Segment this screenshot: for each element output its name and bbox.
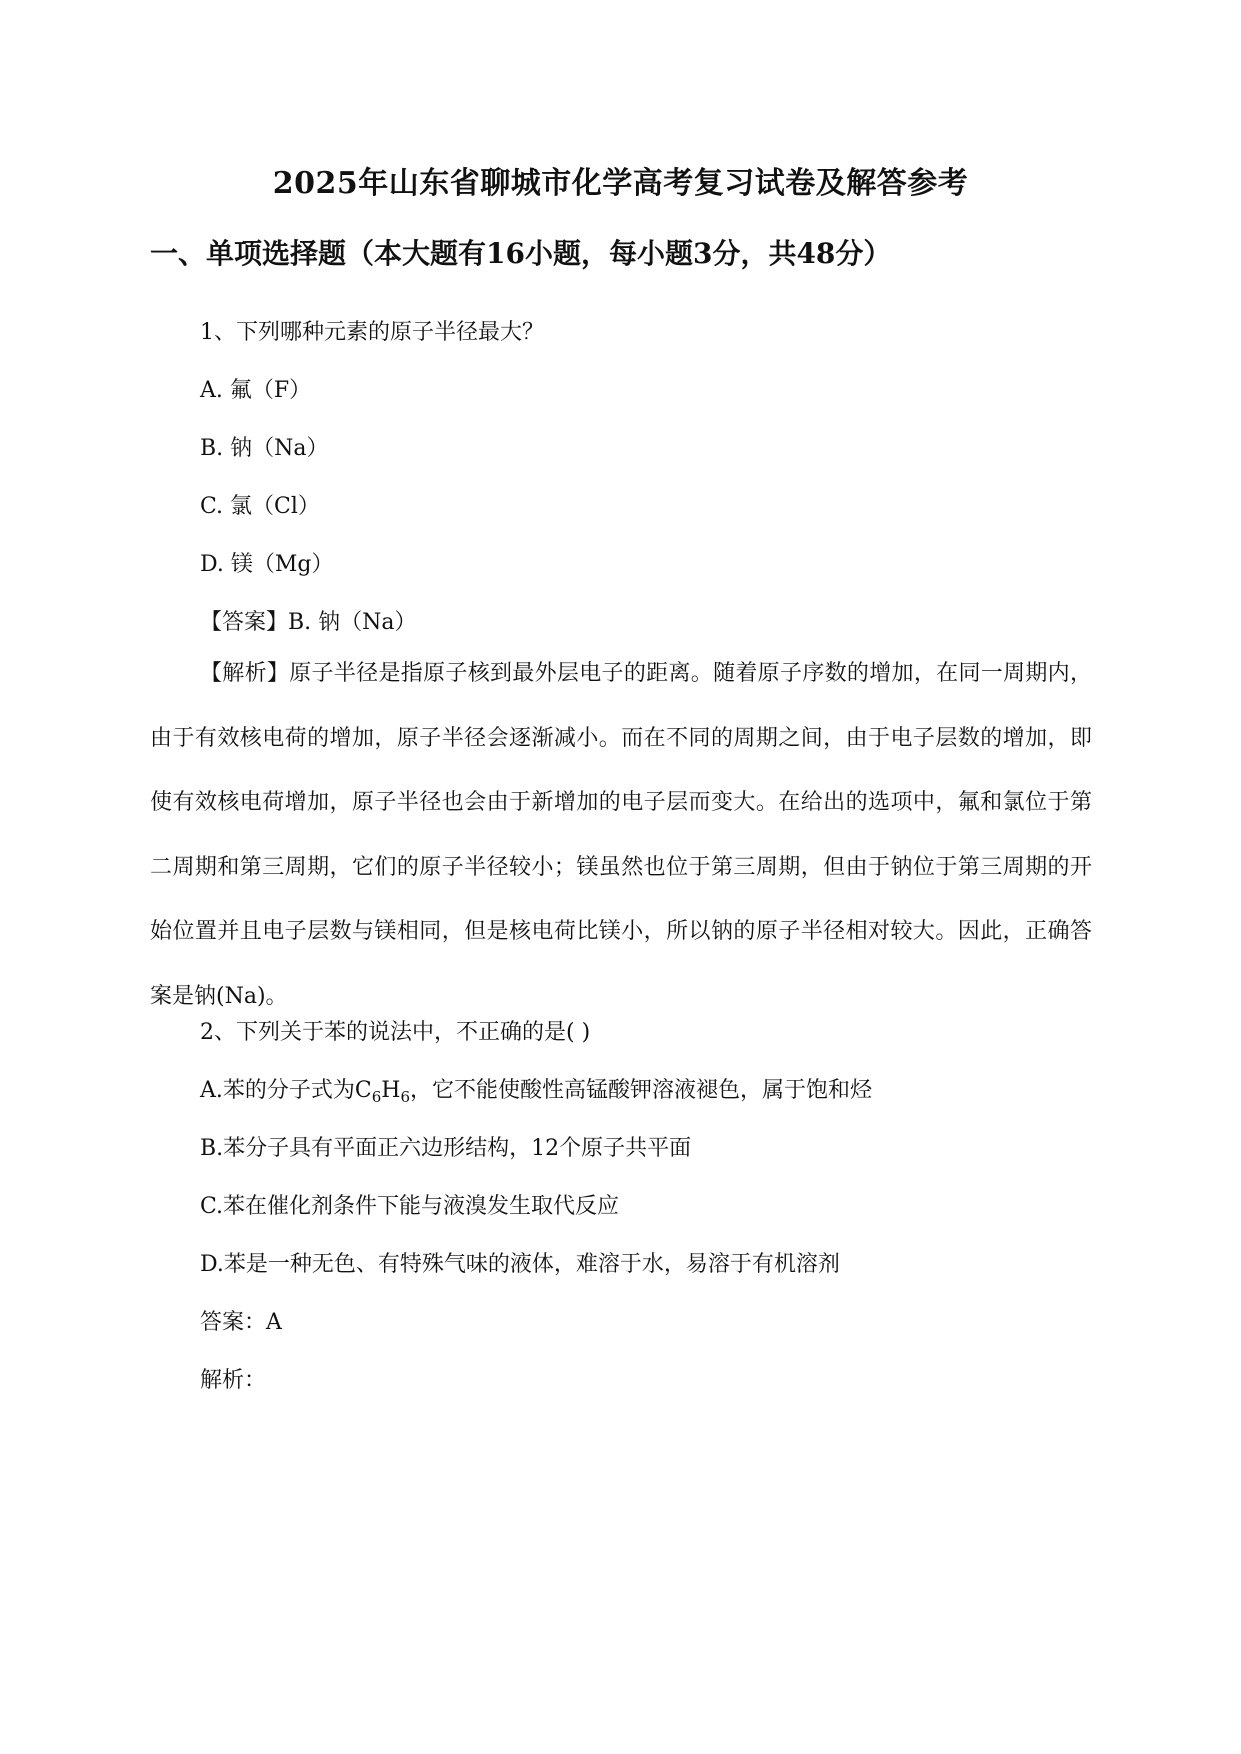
formula-carbon-subscript: 6 xyxy=(371,1088,382,1106)
option-a-prefix: A.苯的分子式为 xyxy=(200,1078,355,1103)
answer-label: 【答案】 xyxy=(200,610,289,635)
question-2-option-c: C.苯在催化剂条件下能与液溴发生取代反应 xyxy=(200,1194,620,1219)
question-2-option-d: D.苯是一种无色、有特殊气味的液体，难溶于水，易溶于有机溶剂 xyxy=(200,1252,840,1277)
question-1-option-d: D. 镁（Mg） xyxy=(200,552,334,577)
question-2-option-a xyxy=(200,1073,872,1104)
option-a-suffix: ，它不能使酸性高锰酸钾溶液褪色，属于饱和烃 xyxy=(410,1078,873,1103)
analysis-text: 原子半径是指原子核到最外层电子的距离。随着原子序数的增加，在同一周期内，由于有效核电荷的增加，原子半径会逐渐减小。而在不同的周期之间，由于电子层数的增加，即使有效核电荷增加，原子半径也会由于新增加的电子层而变大。在给出的选项中，氟和氯位于第二周期和第三周期，它们的原子半径较小；镁虽然也位于第三周期，但由于钠位于第三周期的开始位置并且电子层数与镁相同，但是核电荷比镁小，所以钠的原子半径相对较大。因此，正确答案是钠(Na)。 xyxy=(150,661,1092,1009)
analysis-label: 【解析】 xyxy=(200,661,290,686)
question-1-option-c: C. 氯（Cl） xyxy=(200,494,320,519)
document-title: 2025年山东省聊城市化学高考复习试卷及解答参考 xyxy=(272,166,969,201)
question-2-stem: 2、下列关于苯的说法中，不正确的是( ) xyxy=(200,1020,591,1045)
formula-hydrogen: H xyxy=(381,1078,401,1103)
question-1-answer xyxy=(200,605,417,636)
question-1-stem: 1、下列哪种元素的原子半径最大？ xyxy=(200,320,544,345)
benzene-formula xyxy=(354,1078,411,1106)
question-1-analysis xyxy=(150,642,1092,1029)
question-1-option-b: B. 钠（Na） xyxy=(200,436,329,461)
question-2-analysis-label: 解析： xyxy=(200,1368,267,1393)
answer-value: B. 钠（Na） xyxy=(288,610,417,635)
question-1-option-a: A. 氟（F） xyxy=(200,378,312,403)
formula-hydrogen-subscript: 6 xyxy=(400,1088,411,1106)
question-2-answer: 答案：A xyxy=(200,1310,282,1335)
section-heading: 一、单项选择题（本大题有16小题，每小题3分，共48分） xyxy=(150,237,892,270)
question-2-option-b: B.苯分子具有平面正六边形结构，12个原子共平面 xyxy=(200,1136,692,1161)
formula-carbon: C xyxy=(354,1078,372,1103)
